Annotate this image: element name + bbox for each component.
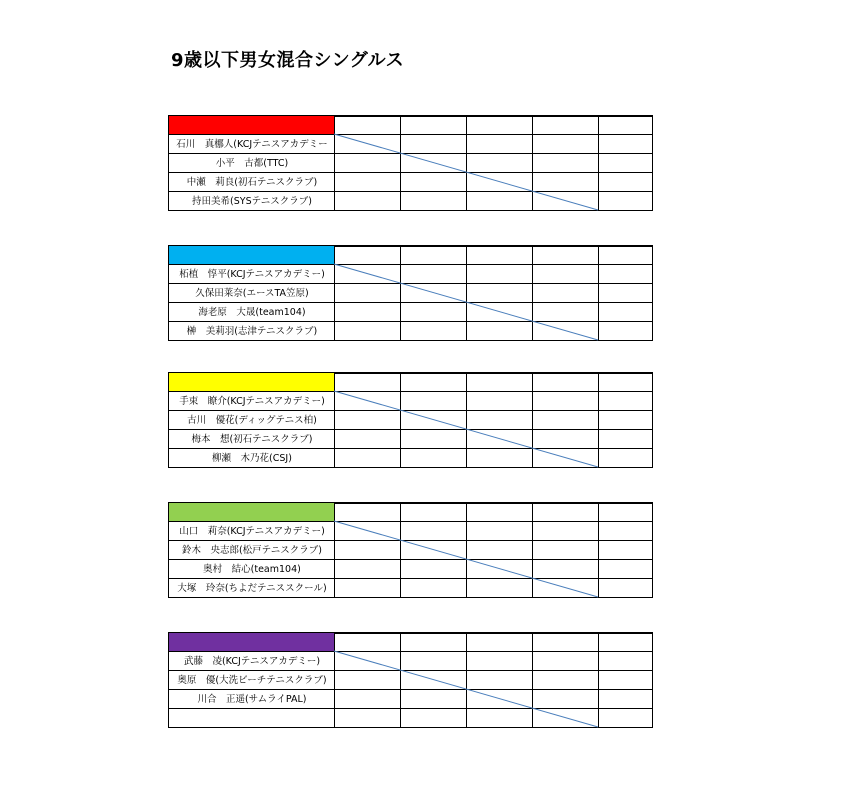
result-cell [598,521,653,540]
result-cell [532,448,598,467]
result-cell [334,321,400,340]
header-cell [400,632,466,651]
player-cell [168,191,334,210]
result-cell [400,302,466,321]
result-cell [400,521,466,540]
result-cell [598,321,653,340]
result-cell [466,559,532,578]
group-table-2 [168,245,653,341]
result-cell [466,410,532,429]
header-cell [598,372,653,391]
player-cell [168,172,334,191]
player-cell [168,410,334,429]
result-cell [400,134,466,153]
result-cell [532,689,598,708]
result-cell [334,410,400,429]
result-cell [334,521,400,540]
header-cell [598,632,653,651]
result-cell [598,391,653,410]
result-cell [334,283,400,302]
result-cell [334,429,400,448]
result-cell [334,708,400,727]
result-cell [466,321,532,340]
result-cell [598,410,653,429]
result-cell [532,302,598,321]
result-cell [598,153,653,172]
result-cell [466,708,532,727]
table-border-right [652,115,653,211]
result-cell [466,283,532,302]
result-cell [532,264,598,283]
group-table-3 [168,372,653,468]
group-color-header [168,245,334,264]
result-cell [466,540,532,559]
header-border [334,632,653,634]
result-cell [334,134,400,153]
player-name: 梅本 想(初石テニスクラブ) [191,434,313,445]
result-cell [466,302,532,321]
header-cell [532,632,598,651]
player-cell [168,448,334,467]
header-cell [400,372,466,391]
player-cell [168,559,334,578]
table-border-bottom [168,727,653,728]
result-cell [400,540,466,559]
header-border [334,115,653,117]
result-cell [532,429,598,448]
result-cell [334,153,400,172]
result-cell [466,153,532,172]
header-cell [400,245,466,264]
result-cell [532,578,598,597]
result-cell [466,134,532,153]
table-border-bottom [168,597,653,598]
result-cell [598,689,653,708]
result-cell [532,708,598,727]
player-name: 手束 瞭介(KCJテニスアカデミー) [179,396,325,407]
result-cell [598,708,653,727]
result-cell [400,153,466,172]
page-title: 9歳以下男女混合シングルス [171,50,405,71]
result-cell [400,651,466,670]
result-cell [598,578,653,597]
player-name: 武藤 凌(KCJテニスアカデミー) [183,656,321,667]
result-cell [466,172,532,191]
header-border [334,245,653,247]
result-cell [400,410,466,429]
player-cell [168,651,334,670]
table-border-right [652,632,653,728]
table-border-right [652,245,653,341]
result-cell [400,429,466,448]
header-cell [466,632,532,651]
result-cell [334,689,400,708]
header-cell [598,245,653,264]
result-cell [400,559,466,578]
player-cell [168,670,334,689]
player-name: 大塚 玲奈(ちよだテニススクール) [177,583,327,594]
result-cell [532,191,598,210]
header-cell [400,502,466,521]
header-cell [532,245,598,264]
header-cell [334,632,400,651]
header-cell [334,372,400,391]
header-cell [466,115,532,134]
group-table-5 [168,632,653,728]
result-cell [400,578,466,597]
player-name: 川合 正遥(サムライPAL) [197,694,307,705]
player-cell [168,321,334,340]
player-name: 榊 美莉羽(志津テニスクラブ) [186,326,318,337]
group-table-1 [168,115,653,211]
result-cell [532,321,598,340]
player-name: 小平 古都(TTC) [215,158,289,169]
result-cell [334,172,400,191]
header-cell [598,115,653,134]
result-cell [598,172,653,191]
player-name: 中瀬 莉良(初石テニスクラブ) [186,177,318,188]
result-cell [334,651,400,670]
player-cell [168,153,334,172]
player-cell [168,264,334,283]
group-color-header [168,372,334,391]
player-cell [168,134,334,153]
player-cell [168,578,334,597]
player-name [169,709,335,728]
result-cell [466,448,532,467]
group-color-header [168,115,334,134]
result-cell [466,391,532,410]
player-cell [168,708,334,727]
header-cell [466,502,532,521]
result-cell [598,302,653,321]
header-cell [400,115,466,134]
result-cell [532,559,598,578]
result-cell [400,448,466,467]
player-cell [168,521,334,540]
header-cell [466,245,532,264]
result-cell [598,191,653,210]
header-cell [334,502,400,521]
result-cell [598,540,653,559]
result-cell [334,578,400,597]
result-cell [334,540,400,559]
player-name: 久保田莱奈(エースTA笠原) [195,288,309,299]
player-cell [168,391,334,410]
result-cell [400,689,466,708]
header-cell [532,115,598,134]
result-cell [598,651,653,670]
result-cell [466,578,532,597]
header-cell [334,115,400,134]
player-name: 石川 真梛人(KCJテニスアカデミー [176,139,328,150]
result-cell [598,429,653,448]
table-border-bottom [168,467,653,468]
result-cell [400,321,466,340]
player-cell [168,540,334,559]
player-cell [168,283,334,302]
result-cell [466,191,532,210]
group-color-header [168,632,334,651]
result-cell [334,302,400,321]
player-cell [168,689,334,708]
header-cell [598,502,653,521]
result-cell [532,172,598,191]
player-cell [168,429,334,448]
result-cell [400,191,466,210]
result-cell [532,651,598,670]
result-cell [334,191,400,210]
player-name: 古川 優花(ディッグテニス柏) [187,415,317,426]
result-cell [466,264,532,283]
player-name: 奥村 結心(team104) [203,564,301,575]
result-cell [400,283,466,302]
result-cell [532,134,598,153]
result-cell [334,264,400,283]
result-cell [400,172,466,191]
player-name: 柳瀬 木乃花(CSJ) [212,453,292,464]
table-border-bottom [168,210,653,211]
result-cell [598,283,653,302]
result-cell [532,410,598,429]
header-cell [466,372,532,391]
result-cell [532,283,598,302]
player-cell [168,302,334,321]
result-cell [466,689,532,708]
result-cell [334,670,400,689]
result-cell [334,391,400,410]
result-cell [532,391,598,410]
table-border-right [652,372,653,468]
result-cell [466,521,532,540]
result-cell [334,448,400,467]
header-border [334,502,653,504]
result-cell [400,391,466,410]
header-cell [334,245,400,264]
group-table-4 [168,502,653,598]
result-cell [532,670,598,689]
header-cell [532,502,598,521]
group-color-header [168,502,334,521]
result-cell [400,264,466,283]
result-cell [598,670,653,689]
header-cell [532,372,598,391]
result-cell [334,559,400,578]
result-cell [532,540,598,559]
header-border [334,372,653,374]
result-cell [532,521,598,540]
result-cell [598,448,653,467]
result-cell [598,264,653,283]
player-name: 柘植 惇平(KCJテニスアカデミー) [179,269,325,280]
result-cell [466,429,532,448]
result-cell [466,651,532,670]
result-cell [598,134,653,153]
result-cell [532,153,598,172]
result-cell [400,670,466,689]
table-border-right [652,502,653,598]
result-cell [400,708,466,727]
player-name: 持田美希(SYSテニスクラブ) [192,196,312,207]
result-cell [466,670,532,689]
player-name: 山口 莉奈(KCJテニスアカデミー) [179,526,325,537]
table-border-bottom [168,340,653,341]
player-name: 鈴木 央志郎(松戸テニスクラブ) [181,545,323,556]
result-cell [598,559,653,578]
player-name: 奥原 優(大洗ビーチテニスクラブ) [177,675,327,686]
player-name: 海老原 大晟(team104) [198,307,306,318]
